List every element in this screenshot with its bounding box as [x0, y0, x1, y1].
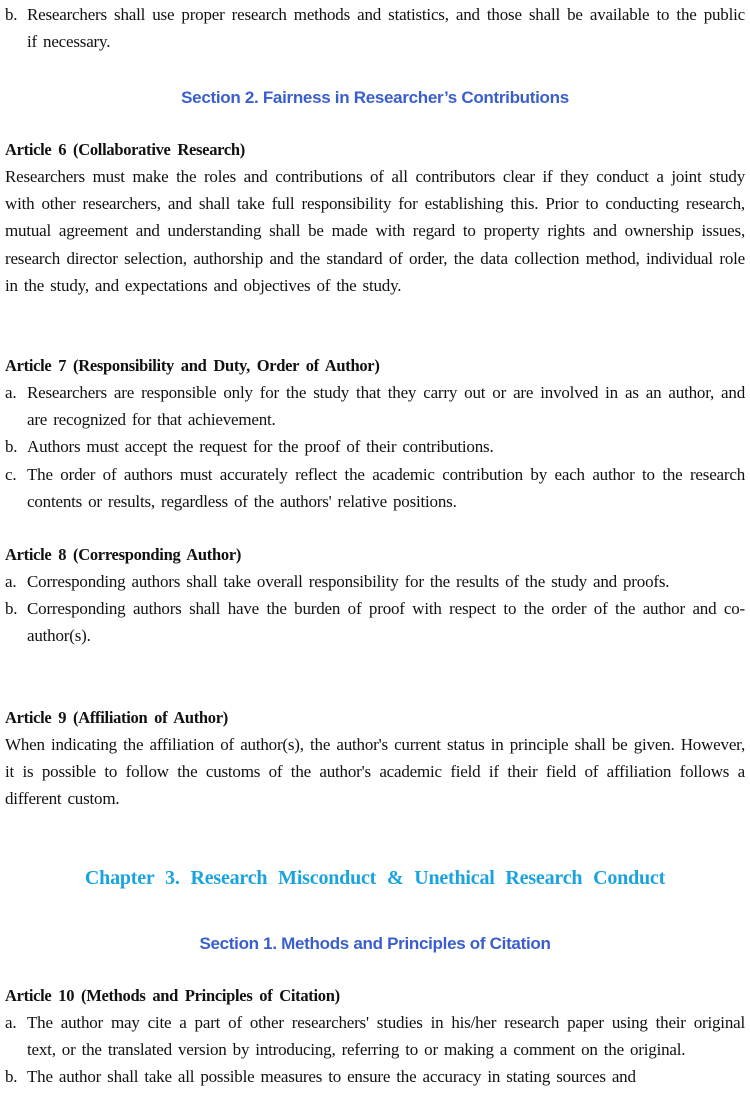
article-title: Article 7 (Responsibility and Duty, Order of Author)	[5, 356, 380, 375]
item-marker: a.	[5, 383, 17, 402]
list-item	[5, 595, 745, 649]
section-heading: Section 2. Fairness in Researcher’s Contributions	[181, 88, 569, 107]
article-6	[5, 136, 745, 299]
article-9	[5, 704, 745, 813]
item-marker: b.	[5, 437, 18, 457]
item-marker: c.	[5, 464, 17, 484]
list-item	[5, 461, 745, 515]
article-title: Article 6 (Collaborative Research)	[5, 140, 245, 159]
article-title: Article 9 (Affiliation of Author)	[5, 708, 228, 727]
item-marker: a.	[5, 1013, 17, 1032]
article-8	[5, 541, 745, 650]
item-text: Researchers shall use proper research methods and statistics, and those shall be available to the public if necessary.	[27, 5, 745, 52]
list-item	[5, 1063, 745, 1090]
section-heading: Section 1. Methods and Principles of Citation	[199, 934, 551, 953]
list-item	[5, 568, 745, 595]
list-item	[5, 433, 745, 460]
article-7	[5, 352, 745, 515]
item-marker: b.	[5, 599, 18, 619]
item-text: Corresponding authors shall take overall responsibility for the results of the study and proofs.	[27, 572, 670, 591]
list-item	[5, 379, 745, 433]
item-text: The order of authors must accurately reflect the academic contribution by each author to the research contents or results, regardless of the authors' relative positions.	[27, 464, 745, 511]
item-text: The author shall take all possible measures to ensure the accuracy in stating sources and	[27, 1067, 636, 1087]
article-10	[5, 982, 745, 1091]
article-title: Article 8 (Corresponding Author)	[5, 545, 242, 564]
article-title: Article 10 (Methods and Principles of Citation)	[5, 986, 340, 1005]
item-text: Corresponding authors shall have the burden of proof with respect to the order of the author and co-author(s).	[27, 599, 745, 646]
section-2-heading-block	[5, 88, 745, 108]
item-text: The author may cite a part of other researchers' studies in his/her research paper using their original text, or the translated version by introducing, referring to or making a comment on the original.	[27, 1013, 745, 1060]
item-text: Researchers are responsible only for the study that they carry out or are involved in as an author, and are recognized for that achievement.	[27, 383, 745, 430]
article-body: Researchers must make the roles and contributions of all contributors clear if they conduct a joint study with other researchers, and shall take full responsibility for establishing this. Prior to conducting research, mutual agreement and understanding shall be made with regard to property rights and ownership issues, research director selection, authorship and the standard of order, the data collection method, individual role in the study, and expectations and objectives of the study.	[5, 167, 745, 295]
chapter-heading: Chapter 3. Research Misconduct & Unethical Research Conduct	[84, 867, 666, 889]
prev-article-item-b	[5, 1, 745, 55]
item-marker: b.	[5, 1067, 18, 1087]
list-item	[5, 1009, 745, 1063]
item-marker: a.	[5, 572, 17, 591]
item-marker: b.	[5, 5, 18, 24]
section-1-heading-block	[5, 934, 745, 954]
article-body: When indicating the affiliation of author(s), the author's current status in principle shall be given. However, it is possible to follow the customs of the author's academic field if their field of affiliation follows a different custom.	[5, 735, 745, 809]
chapter-3-heading-block	[5, 867, 745, 890]
item-text: Authors must accept the request for the proof of their contributions.	[27, 437, 494, 457]
list-item	[5, 1, 745, 55]
